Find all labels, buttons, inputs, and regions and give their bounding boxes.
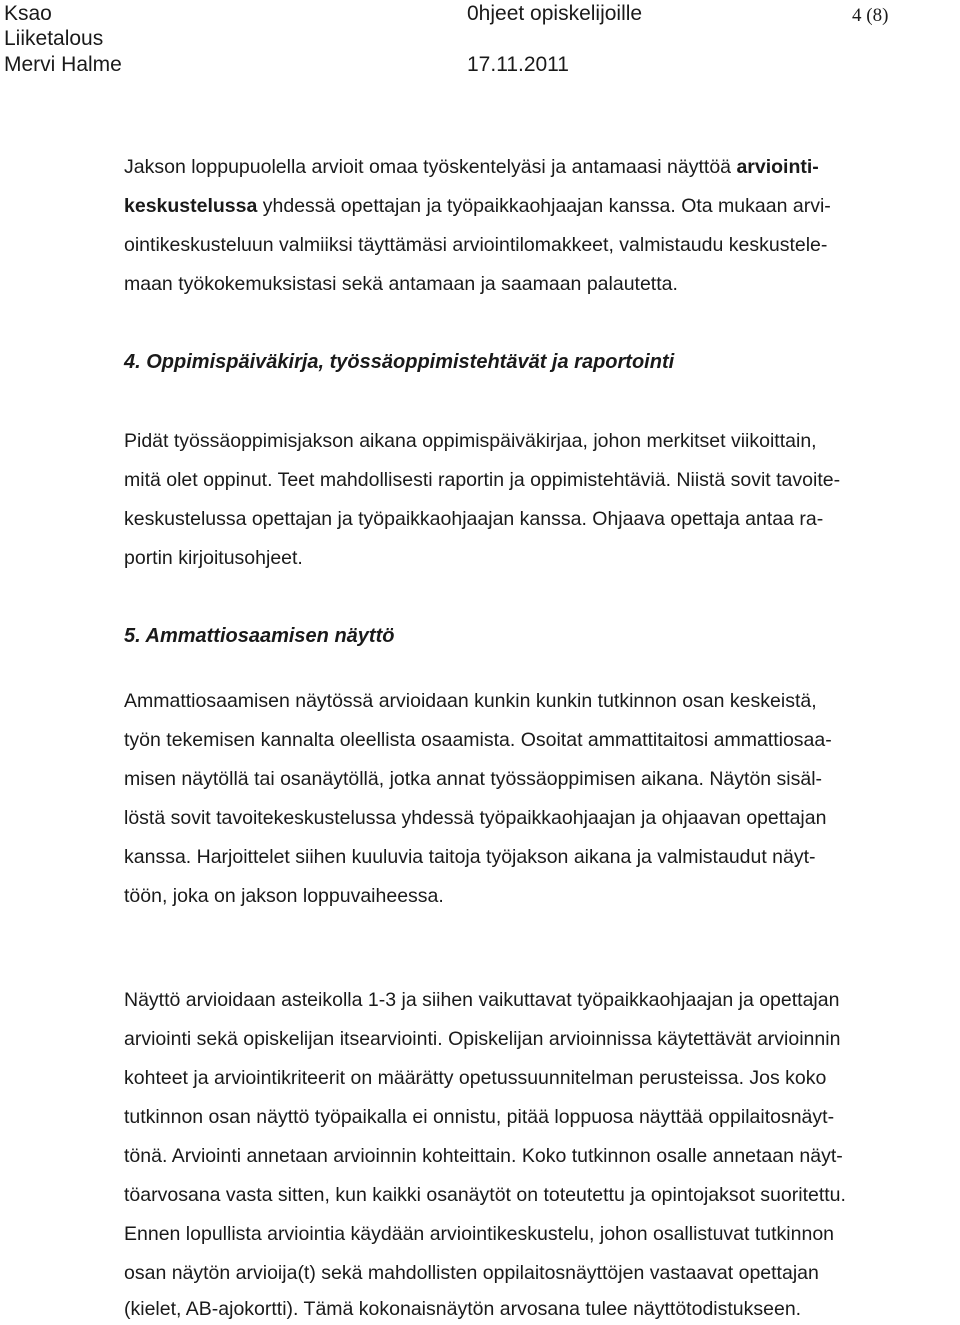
header-dept: Liiketalous [4,27,104,50]
header-date: 17.11.2011 [467,53,569,76]
p4-line-6: töarvosana vasta sitten, kun kaikki osanäytöt on toteutettu ja opintojaksot suoritettu. [124,1184,846,1206]
p4-line-3: kohteet ja arviointikriteerit on määrätty opetussuunnitelman perusteissa. Jos koko [124,1067,827,1089]
p1-bold-term-cont: keskustelussa [124,195,258,217]
p3-line-1: Ammattiosaamisen näytössä arvioidaan kunkin kunkin tutkinnon osan keskeistä, [124,690,817,712]
p3-line-5: kanssa. Harjoittelet siihen kuuluvia taitoja työjakson aikana ja valmistaudut näyt- [124,846,816,868]
p1-text: yhdessä opettajan ja työpaikkaohjaajan kanssa. Ota mukaan arvi- [257,195,831,217]
p3-line-4: löstä sovit tavoitekeskustelussa yhdessä työpaikkaohjaajan ja ohjaavan opettajan [124,807,827,829]
p3-line-2: työn tekemisen kannalta oleellista osaamista. Osoitat ammattitaitosi ammattiosaa- [124,729,832,751]
section-heading-5: 5. Ammattiosaamisen näyttö [124,625,395,647]
p1-text: Jakson loppupuolella arvioit omaa työskentelyäsi ja antamaasi näyttöä [124,156,737,178]
p4-line-1: Näyttö arvioidaan asteikolla 1-3 ja siihen vaikuttavat työpaikkaohjaajan ja opettajan [124,989,840,1011]
header-page-number: 4 (8) [852,5,889,26]
p4-line-5: tönä. Arviointi annetaan arvioinnin kohteittain. Koko tutkinnon osalle annetaan näyt- [124,1145,843,1167]
header-author: Mervi Halme [4,53,122,76]
p4-line-9: (kielet, AB-ajokortti). Tämä kokonaisnäytön arvosana tulee näyttötodistukseen. [124,1298,802,1320]
header-org: Ksao [4,2,52,25]
p4-line-8: osan näytön arvioija(t) sekä mahdollisten oppilaitosnäyttöjen vastaavat opettajan [124,1262,819,1284]
p2-line-2: mitä olet oppinut. Teet mahdollisesti raportin ja oppimistehtäviä. Niistä sovit tavoite- [124,469,841,491]
p4-line-7: Ennen lopullista arviointia käydään arviointikeskustelu, johon osallistuvat tutkinnon [124,1223,835,1245]
p3-line-3: misen näytöllä tai osanäytöllä, jotka annat työssäoppimisen aikana. Näytön sisäl- [124,768,823,790]
p1-line-2 [124,194,831,218]
p2-line-1: Pidät työssäoppimisjakson aikana oppimispäiväkirjaa, johon merkitset viikoittain, [124,430,817,452]
section-heading-4: 4. Oppimispäiväkirja, työssäoppimistehtävät ja raportointi [124,351,675,373]
p1-line-3: ointikeskusteluun valmiiksi täyttämäsi arviointilomakkeet, valmistaudu keskustele- [124,234,828,256]
p1-line-4: maan työkokemuksistasi sekä antamaan ja saamaan palautetta. [124,273,678,295]
p4-line-2: arviointi sekä opiskelijan itsearviointi. Opiskelijan arvioinnissa käytettävät arvioinnin [124,1028,841,1050]
p1-bold-term: arviointi- [736,156,819,178]
p3-line-6: töön, joka on jakson loppuvaiheessa. [124,885,444,907]
p2-line-4: portin kirjoitusohjeet. [124,547,303,569]
p1-line-1 [124,155,819,179]
p2-line-3: keskustelussa opettajan ja työpaikkaohjaajan kanssa. Ohjaava opettaja antaa ra- [124,508,824,530]
p4-line-4: tutkinnon osan näyttö työpaikalla ei onnistu, pitää loppuosa näyttää oppilaitosnäyt- [124,1106,835,1128]
header-doc-title: 0hjeet opiskelijoille [467,2,643,25]
